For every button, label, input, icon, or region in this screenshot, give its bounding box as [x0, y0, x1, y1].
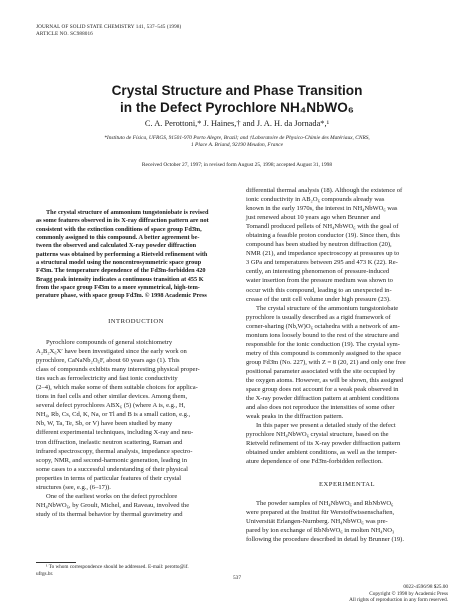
body-line: properties in terms of particular features of their crystal [36, 474, 182, 482]
body-line: metry of this compound is commonly assigned to the space [246, 349, 402, 357]
footnote-line-2: ufrgs.br. [36, 571, 54, 577]
body-line: A₂B₂X₆X′ have been investigated since the early work on [36, 348, 187, 356]
body-line: the X-ray powder diffraction pattern at ambient conditions [246, 395, 400, 403]
body-line: cently, an interesting phenomenon of pressure-induced [246, 268, 390, 276]
body-line: corner-sharing (Nb,W)O₆ octahedra with a network of am- [246, 322, 400, 330]
body-line: some cases to a successful understanding of their physical [36, 465, 188, 473]
body-line: One of the earliest works on the defect pyrochlore [46, 492, 178, 500]
experimental-body [246, 499, 448, 544]
abstract-line: perature phase, with space group Fd3̄m. © 1998 Academic Press [36, 292, 207, 300]
copyright-rights: All rights of reproduction in any form reserved. [349, 597, 448, 604]
body-line: just renewed about 10 years ago when Brunner and [246, 214, 381, 222]
title-line-2: in the Defect Pyrochlore NH₄NbWO₆ [120, 100, 354, 115]
author-list: C. A. Perottoni,* J. Haines,† and J. A. H. da Jornada*,¹ [144, 119, 330, 128]
affiliations [0, 135, 474, 149]
body-line: Rietveld refinement of its X-ray powder diffraction pattern [246, 440, 401, 448]
footnote-rule [36, 562, 76, 563]
title-line-1: Crystal Structure and Phase Transition [111, 83, 363, 98]
abstract-line: Bragg peak intensity indicates a continuous transition at 455 K [36, 275, 204, 283]
abstract-line: commonly assigned to this compound. A better agreement be- [36, 234, 200, 242]
body-line: differential thermal analysis (18). Although the existence of [246, 187, 403, 194]
abstract-line: The crystal structure of ammonium tungstoniobate is revised [46, 209, 209, 216]
abstract-line: as some features observed in its X-ray diffraction pattern are not [36, 217, 209, 225]
body-line: ature dependence of one Fd3̄m-forbidden reflection. [246, 458, 383, 466]
body-line: class of compounds exhibits many interesting physical proper- [36, 366, 200, 374]
affiliation-line-1: *Instituto de Física, UFRGS, 91501-970 Porto Alegre, Brazil; and †Laboratoire de Physico-Chimie des Matériaux, CNRS, [104, 135, 370, 141]
introduction-heading: INTRODUCTION [108, 318, 164, 325]
body-line: responsible for the ionic conduction (19). The crystal sym- [246, 340, 400, 348]
body-line: Tomandl produced pellets of NH₄NbWO₆ with the goal of [246, 223, 399, 231]
body-line: water insertion from the pressure medium was shown to [246, 277, 393, 285]
received-dates: Received October 27, 1997; in revised form August 25, 1998; accepted August 31, 1998 [141, 162, 333, 168]
body-line: and also does not reproduce the intensities of some other [246, 404, 395, 412]
body-line: Nb, W, Ta, Te, Sb, or V) have been studied by many [36, 420, 173, 428]
body-line: NH₄NbWO₆, by Groult, Michel, and Raveau, involved the [36, 501, 190, 509]
abstract-line: from the space group F4̄3m to a more symmetrical, high-tem- [36, 284, 200, 292]
body-line: following the procedure described in detail by Brunner (19). [246, 536, 404, 544]
abstract-line: a structural model using the noncentrosymmetric space group [36, 259, 202, 267]
journal-citation: JOURNAL OF SOLID STATE CHEMISTRY 141, 537–545 (1998) [36, 24, 182, 30]
page-number: 537 [232, 575, 242, 581]
body-line: monium ions loosely bound to the rest of the structure and [246, 331, 399, 339]
body-line: obtained under ambient conditions, as well as the temper- [246, 449, 397, 457]
abstract [36, 209, 236, 301]
body-line: pared by ion exchange of RbNbWO₆ in molten NH₄NO₃ [246, 527, 395, 535]
body-line: Universität Erlangen-Nurnberg. NH₄NbWO₆ was pre- [246, 518, 388, 526]
body-line: were prepared at the Institut für Werstoffwissenschaften, [246, 509, 395, 517]
article-number: ARTICLE NO. SC988016 [36, 31, 93, 37]
body-line: The crystal structure of the ammonium tungstoniobate [256, 304, 399, 312]
body-line: ionic conductivity in AB₂O₆ compounds already was [246, 196, 385, 204]
abstract-line: consistent with the extinction conditions of space group Fd3̄m, [36, 225, 202, 233]
body-line: scopy, NMR, and second-harmonic generation, leading in [36, 456, 188, 464]
body-line: pyrochlore is usually described as a rigid framework of [246, 313, 391, 321]
copyright-holder: Copyright © 1998 by Academic Press [369, 590, 448, 597]
body-line: structures (see, e.g., (6–17)). [36, 483, 111, 491]
article-title [0, 82, 474, 116]
copyright-price: 0022-4596/98 $25.00 [403, 584, 448, 590]
body-line: occur with this compound, leading to an unexpected in- [246, 286, 392, 294]
copyright-notice [349, 584, 448, 604]
abstract-line: F4̄3m. The temperature dependence of the Fd3̄m-forbidden 420 [36, 267, 206, 275]
body-line: (2–4), which make some of them suitable choices for applica- [36, 384, 198, 392]
body-line: NMR (21), and impedance spectroscopy at pressures up to [246, 250, 400, 258]
body-line: space group does not account for a weak peak observed in [246, 386, 399, 394]
body-line: compound has been studied by neutron diffraction (20), [246, 241, 392, 249]
body-line: obtaining a feasible proton conductor (19). Since then, this [246, 232, 400, 240]
body-line: 3 GPa and temperatures between 295 and 473 K (22). Re- [246, 259, 398, 267]
body-line: known in the early 1970s, the interest in NH₄NbWO₆ was [246, 205, 398, 213]
body-line: different experimental techniques, including X-ray and neu- [36, 429, 194, 437]
abstract-line: tween the observed and calculated X-ray powder diffraction [36, 242, 197, 250]
right-column-body [246, 186, 448, 466]
affiliation-line-2: 1 Place A. Briand, 92190 Meudon, France [191, 142, 283, 148]
abstract-line: patterns was obtained by performing a Rietveld refinement with [36, 250, 208, 258]
body-line: Pyrochlore compounds of general stoichiometry [46, 339, 173, 346]
introduction-body [36, 338, 236, 519]
body-line: In this paper we present a detailed study of the defect [256, 422, 396, 430]
body-line: weak peaks in the diffraction pattern. [246, 413, 344, 421]
body-line: tron diffraction, inelastic neutron scattering, Raman and [36, 438, 183, 446]
body-line: several defect pyrochlores ABX₆ (5) (where A is, e.g., H, [36, 402, 186, 410]
body-line: group Fd3̄m (No. 227), with Z = 8 (20, 21) and only one free [246, 358, 406, 366]
body-line: ties such as ferroelectricity and fast ionic conductivity [36, 375, 178, 383]
footnote-line-1: ¹ To whom correspondence should be addressed. E-mail: perotto@if. [46, 564, 189, 570]
body-line: the oxygen atoms. However, as will be shown, this assigned [246, 376, 404, 384]
body-line: pyrochlore, CaNaNb₂O₆F, about 60 years ago (1). This [36, 357, 180, 365]
body-line: crease of the unit cell volume under high pressure (23). [246, 295, 391, 303]
body-line: pyrochlore NH₄NbWO₆ crystal structure, based on the [246, 431, 389, 439]
body-line: The powder samples of NH₄NbWO₆ and RbNbWO₆ [256, 500, 394, 507]
body-line: study of its thermal behavior by thermal gravimetry and [36, 510, 183, 518]
journal-header [36, 24, 181, 38]
body-line: tions in fuel cells and other similar devices. Among them, [36, 393, 188, 401]
experimental-heading: EXPERIMENTAL [318, 481, 376, 488]
body-line: positional parameter associated with the site occupied by [246, 367, 396, 375]
body-line: NH₄, Rb, Cs, Cd, K, Na, or Tl and B is a small cation, e.g., [36, 411, 191, 419]
body-line: infrared spectroscopy, thermal analysis, impedance spectro- [36, 447, 193, 455]
